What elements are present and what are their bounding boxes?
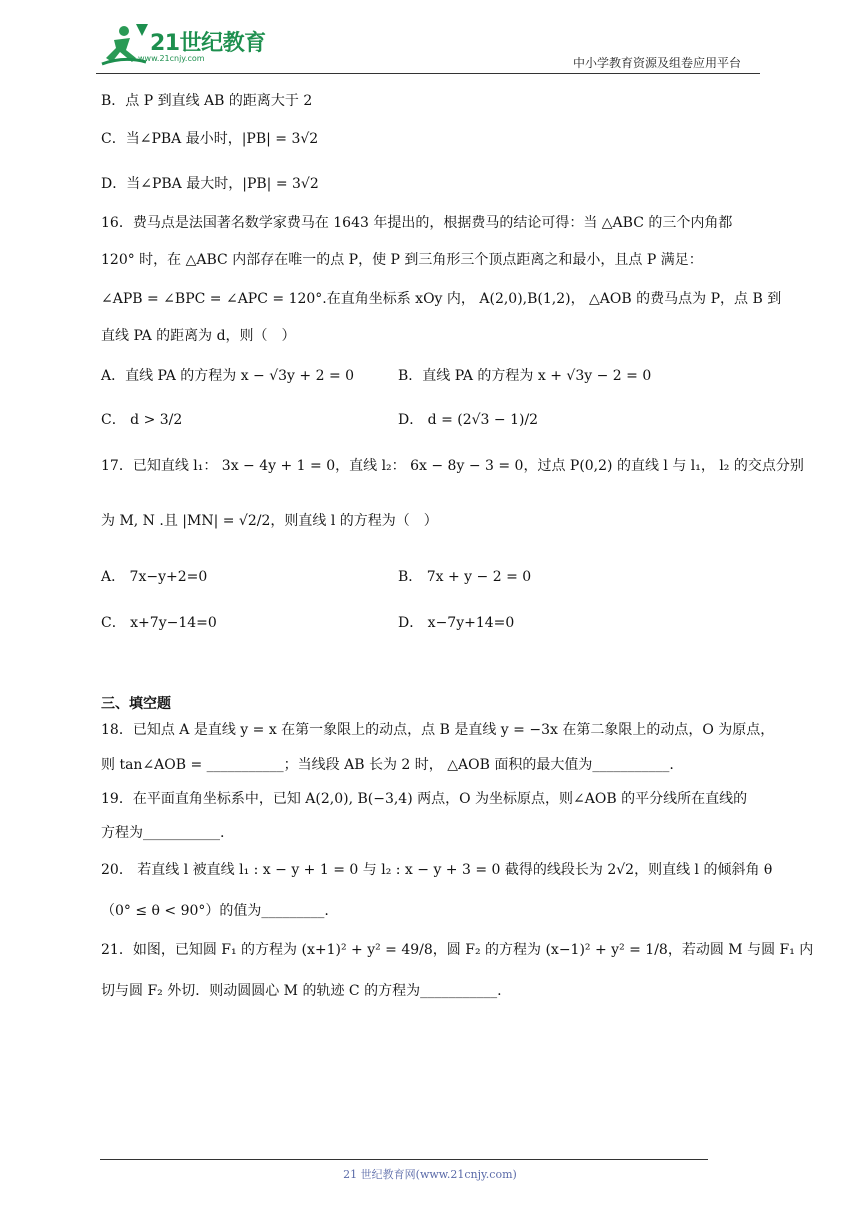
q17-text-line2: 为 M, N .且 |MN| = √2/2，则直线 l 的方程为（ ）	[101, 513, 438, 529]
q15-option-b: B．点 P 到直线 AB 的距离大于 2	[101, 93, 313, 109]
q17-option-c: C． x+7y−14=0	[101, 615, 217, 631]
logo-text: 21世纪教育	[150, 31, 266, 56]
q16-text-line3: ∠APB = ∠BPC = ∠APC = 120°.在直角坐标系 xOy 内， A(2,0),B(1,2)， △AOB 的费马点为 P，点 B 到	[101, 291, 782, 307]
q20-text-line1: 20． 若直线 l 被直线 l₁ : x − y + 1 = 0 与 l₂ : x − y + 3 = 0 截得的线段长为 2√2，则直线 l 的倾斜角 θ	[101, 862, 773, 878]
q18-text-line2: 则 tan∠AOB = ___________；当线段 AB 长为 2 时， △AOB 面积的最大值为___________.	[101, 757, 674, 773]
q16-text-line1: 16．费马点是法国著名数学家费马在 1643 年提出的，根据费马的结论可得：当 △ABC 的三个内角都	[101, 215, 733, 231]
section-title-fill-blank: 三、填空题	[101, 696, 171, 712]
q19-text-line2: 方程为___________.	[101, 825, 225, 841]
q16-option-b: B．直线 PA 的方程为 x + √3y − 2 = 0	[398, 368, 652, 384]
header-platform-text: 中小学教育资源及组卷应用平台	[573, 56, 742, 70]
footer-divider	[100, 1159, 708, 1160]
q18-text-line1: 18．已知点 A 是直线 y = x 在第一象限上的动点，点 B 是直线 y = −3x 在第二象限上的动点，O 为原点，	[101, 722, 775, 738]
header-divider	[96, 73, 760, 74]
q17-option-d: D． x−7y+14=0	[398, 615, 515, 631]
q16-option-c: C． d > 3/2	[101, 412, 183, 428]
q15-option-c: C．当∠PBA 最小时，|PB| = 3√2	[101, 131, 319, 147]
q16-option-d: D． d = (2√3 − 1)/2	[398, 412, 539, 428]
q16-text-line4: 直线 PA 的距离为 d，则（ ）	[101, 328, 296, 344]
q16-text-line2: 120° 时，在 △ABC 内部存在唯一的点 P，使 P 到三角形三个顶点距离之和最小，且点 P 满足：	[101, 252, 703, 268]
q19-text-line1: 19．在平面直角坐标系中，已知 A(2,0), B(−3,4) 两点，O 为坐标原点，则∠AOB 的平分线所在直线的	[101, 791, 748, 807]
q16-option-a: A．直线 PA 的方程为 x − √3y + 2 = 0	[101, 368, 355, 384]
q17-option-b: B． 7x + y − 2 = 0	[398, 569, 532, 585]
logo-url: www.21cnjy.com	[138, 54, 205, 63]
q15-option-d: D．当∠PBA 最大时，|PB| = 3√2	[101, 176, 319, 192]
q21-text-line1: 21．如图，已知圆 F₁ 的方程为 (x+1)² + y² = 49/8，圆 F₂ 的方程为 (x−1)² + y² = 1/8，若动圆 M 与圆 F₁ 内	[101, 942, 814, 958]
q21-text-line2: 切与圆 F₂ 外切．则动圆圆心 M 的轨迹 C 的方程为___________.	[101, 983, 502, 999]
q17-option-a: A． 7x−y+2=0	[101, 569, 208, 585]
q17-text-line1: 17．已知直线 l₁： 3x − 4y + 1 = 0，直线 l₂： 6x − 8y − 3 = 0，过点 P(0,2) 的直线 l 与 l₁， l₂ 的交点分别	[101, 458, 804, 474]
footer-text: 21 世纪教育网(www.21cnjy.com)	[343, 1168, 517, 1181]
q20-text-line2: （0° ≤ θ < 90°）的值为_________.	[101, 903, 329, 919]
